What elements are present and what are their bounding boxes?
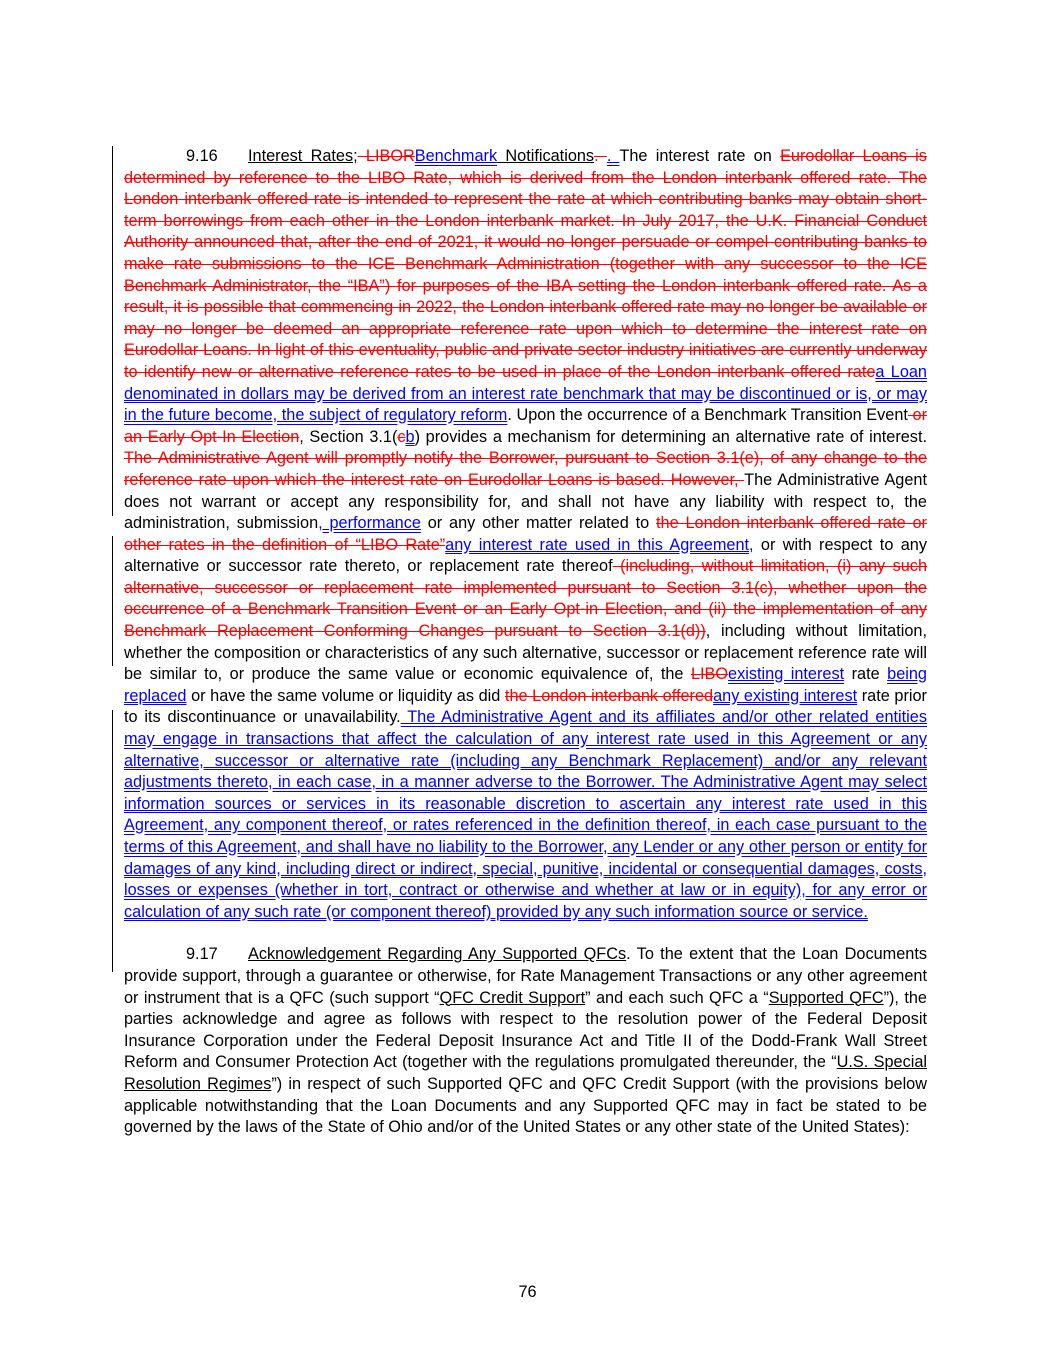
inserted-text: . — [606, 147, 620, 165]
deleted-text: LIBOR — [357, 147, 415, 165]
section-heading: Acknowledgement Regarding Any Supported QFCs — [248, 945, 627, 964]
body-text: , including without limitation, whether the composition or characteristics of any such alternative, successor or replacement reference rate will be similar to, or produce the same value or economic equivalence of, the — [124, 622, 928, 684]
deleted-text: LIBO — [690, 665, 729, 684]
inserted-text: The Administrative Agent and its affiliates and/or other related entities may engage in transactions that affect the calculation of any interest rate used in this Agreement or any alternative, successor or alternative rate (including any Benchmark Replacement) and/or any relevant adjustments thereto, in each case, in a manner adverse to the Borrower. The Administrative Agent may select information sources or services in its reasonable discretion to ascertain any interest rate used in this Agreement, any component thereof, or rates referenced in the definition thereof, in each case pursuant to the terms of this Agreement, and shall have no liability to the Borrower, any Lender or any other person or entity for damages of any kind, including direct or indirect, special, punitive, incidental or consequential damages, costs, losses or expenses (whether in tort, contract or otherwise and whether at law or in equity), for any error or calculation of any such rate (or component thereof) provided by any such information source or service. — [124, 708, 927, 921]
deleted-text: (including, without limitation, (i) any such alternative, successor or replacement rate implemented pursuant to Section 3.1(c), whether upon the occurrence of a Benchmark Transition Event or an Early Opt-in Election, and (ii) the implementation of any Benchmark Replacement Conforming Changes pursuant to Section 3.1(d)) — [124, 557, 928, 641]
change-bar — [112, 710, 113, 972]
page-number: 76 — [518, 1283, 537, 1301]
section-heading: Interest Rates; — [248, 147, 358, 165]
change-bar — [112, 146, 113, 516]
body-text: The Administrative Agent does not warrant or accept any responsibility for, and shall not have any liability with respect to, the administration, submission — [124, 470, 927, 533]
body-text: . To the extent that the Loan Documents provide support, through a guarantee or otherwise, for Rate Management Transactions or any other agreement or instrument that is a QFC (such support “ — [124, 945, 927, 1007]
inserted-text: existing interest — [728, 665, 845, 684]
inserted-text: any existing interest — [713, 686, 858, 705]
inserted-text: a Loan denominated in dollars may be derived from an interest rate benchmark that may be discontinued or is, or may in the future become, the subject of regulatory reform — [124, 362, 927, 425]
body-text: rate prior to its discontinuance or unavailability. — [124, 686, 927, 727]
defined-term: QFC Credit Support — [439, 988, 586, 1007]
section-number: 9.17 — [186, 945, 218, 964]
deleted-text: the London interbank offered — [504, 686, 714, 705]
inserted-text: b — [405, 427, 415, 446]
deleted-text: the London interbank offered rate or other rates in the definition of “LIBO Rate” — [124, 514, 927, 554]
body-text: The interest rate on — [619, 147, 781, 165]
body-text: ”), the parties acknowledge and agree as follows with respect to the resolution power of the Federal Deposit Insurance Corporation under the Federal Deposit Insurance Act and Title II of the Dodd-Frank Wall Street Reform and Consumer Protection Act (together with the regulations promulgated thereunder, the “ — [124, 988, 927, 1072]
body-text: ”) in respect of such Supported QFC and QFC Credit Support (with the provisions below applicable notwithstanding that the Loan Documents and any Supported QFC may in fact be stated to be governed by the laws of the State of Ohio and/or of the United States or any other state of the United States): — [124, 1074, 927, 1137]
deleted-text: . — [594, 147, 607, 165]
body-text: or have the same volume or liquidity as did — [186, 686, 505, 705]
change-bar — [112, 536, 113, 666]
deleted-text: or an Early Opt-In Election — [124, 406, 927, 446]
deleted-text: The Administrative Agent will promptly notify the Borrower, pursuant to Section 3.1(e), of any change to the reference rate upon which the interest rate on Eurodollar Loans is based. However, — [124, 449, 927, 489]
section-9-16 — [124, 146, 927, 923]
deleted-text: Eurodollar Loans is determined by reference to the LIBO Rate, which is derived from the London interbank offered rate. The London interbank offered rate is intended to represent the rate at which contributing banks may obtain short-term borrowings from each other in the London interbank market. In July 2017, the U.K. Financial Conduct Authority announced that, after the end of 2021, it would no longer persuade or compel contributing banks to make rate submissions to the ICE Benchmark Administration (together with any successor to the ICE Benchmark Administrator, the “IBA”) for purposes of the IBA setting the London interbank offered rate. As a result, it is possible that commencing in 2022, the London interbank offered rate may no longer be available or may no longer be deemed an appropriate reference rate upon which to determine the interest rate on Eurodollar Loans. In light of this eventuality, public and private sector industry initiatives are currently underway to identify new or alternative reference rates to be used in place of the London interbank offered rate — [124, 147, 927, 381]
body-text: ” and each such QFC a “ — [585, 988, 769, 1007]
inserted-text: Benchmark — [414, 147, 498, 165]
defined-term: Supported QFC — [768, 988, 884, 1007]
document-page — [124, 146, 927, 1139]
section-heading: Notifications — [497, 147, 595, 165]
body-text: , Section 3.1( — [299, 427, 398, 446]
body-text: or any other matter related to — [420, 514, 656, 533]
body-text: or with respect to any alternative or successor rate thereto, or replacement rate thereof — [124, 535, 927, 576]
body-text: . Upon the occurrence of a Benchmark Transition Event — [507, 406, 908, 425]
inserted-text: , performance — [318, 514, 421, 533]
section-number: 9.16 — [186, 147, 218, 165]
body-text: rate — [844, 665, 888, 684]
defined-term: U.S. Special Resolution Regimes — [124, 1053, 927, 1093]
inserted-text: being replaced — [124, 665, 927, 705]
deleted-text: c — [397, 427, 406, 446]
section-9-17 — [124, 944, 927, 1138]
inserted-text: any interest rate used in this Agreement, — [445, 535, 754, 554]
body-text: ) provides a mechanism for determining an alternative rate of interest. — [414, 427, 927, 446]
